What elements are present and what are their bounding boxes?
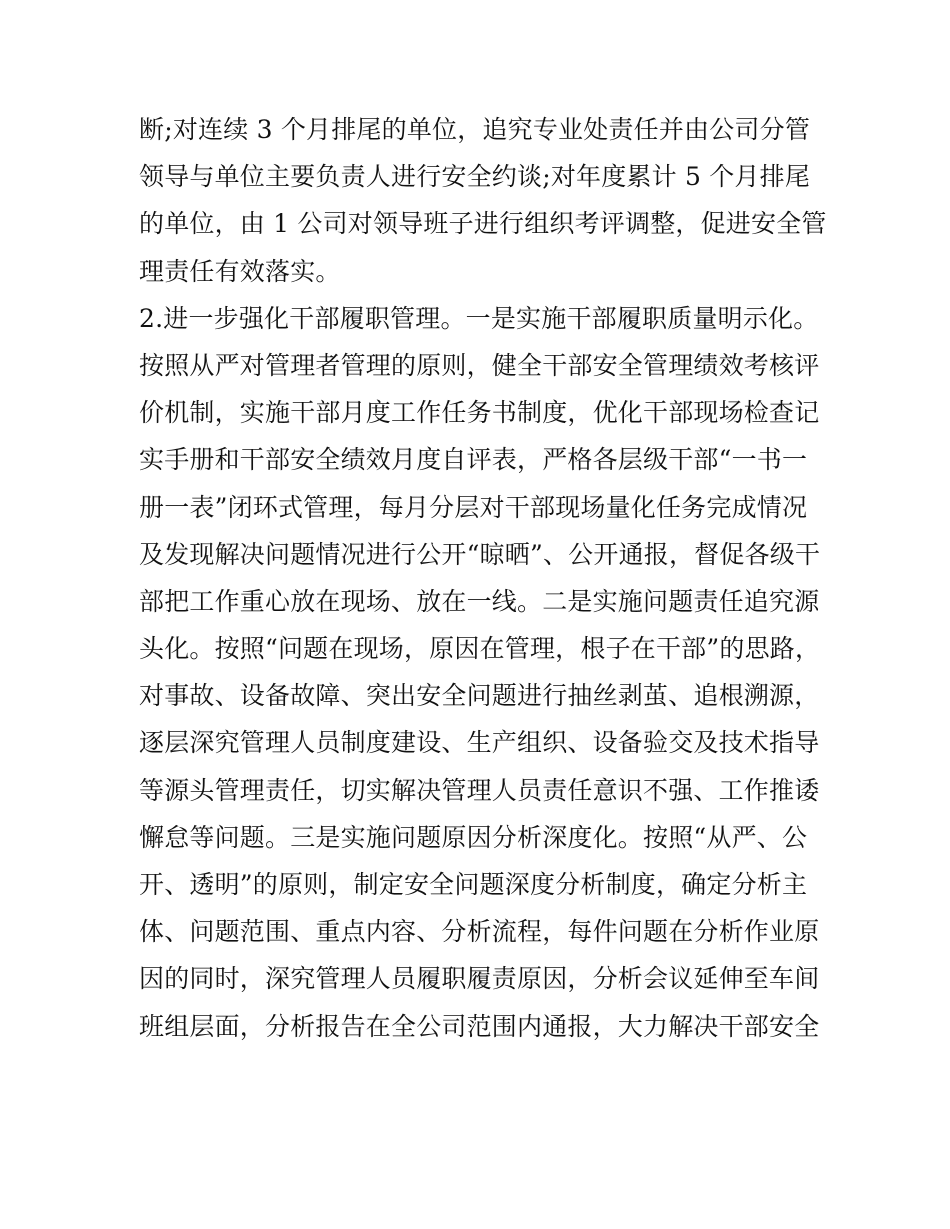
text-line: 头化。按照“问题在现场，原因在管理，根子在干部”的思路， [139, 634, 821, 664]
text-line: 册一表”闭环式管理，每月分层对干部现场量化任务完成情况 [139, 492, 808, 522]
text-line: 体、问题范围、重点内容、分析流程，每件问题在分析作业原 [139, 917, 820, 947]
text-line: 及发现解决问题情况进行公开“晾晒”、公开通报，督促各级干 [139, 539, 821, 569]
text-line: 对事故、设备故障、突出安全问题进行抽丝剥茧、追根溯源， [139, 681, 820, 711]
text-line: 懈怠等问题。三是实施问题原因分析深度化。按照“从严、公 [139, 822, 808, 852]
body-text [139, 106, 827, 1050]
text-line: 价机制，实施干部月度工作任务书制度，优化干部现场检查记 [139, 398, 820, 428]
text-line: 理责任有效落实。 [139, 256, 341, 286]
text-line: 2.进一步强化干部履职管理。一是实施干部履职质量明示化。 [139, 303, 819, 333]
text-line: 因的同时，深究管理人员履职履责原因，分析会议延伸至车间 [139, 964, 820, 994]
text-line: 开、透明”的原则，制定安全问题深度分析制度，确定分析主 [139, 870, 808, 899]
text-line: 等源头管理责任，切实解决管理人员责任意识不强、工作推诿 [139, 775, 820, 805]
text-line: 领导与单位主要负责人进行安全约谈;对年度累计 5 个月排尾 [139, 162, 811, 192]
text-line: 部把工作重心放在现场、放在一线。二是实施问题责任追究源 [139, 586, 820, 616]
text-line: 班组层面，分析报告在全公司范围内通报，大力解决干部安全 [139, 1011, 820, 1041]
text-line: 按照从严对管理者管理的原则，健全干部安全管理绩效考核评 [139, 350, 820, 380]
text-line: 实手册和干部安全绩效月度自评表，严格各层级干部“一书一 [139, 445, 808, 475]
text-line: 断;对连续 3 个月排尾的单位，追究专业处责任并由公司分管 [139, 115, 811, 144]
text-line: 的单位，由 1 公司对领导班子进行组织考评调整，促进安全管 [139, 209, 827, 239]
text-line: 逐层深究管理人员制度建设、生产组织、设备验交及技术指导 [139, 728, 820, 758]
